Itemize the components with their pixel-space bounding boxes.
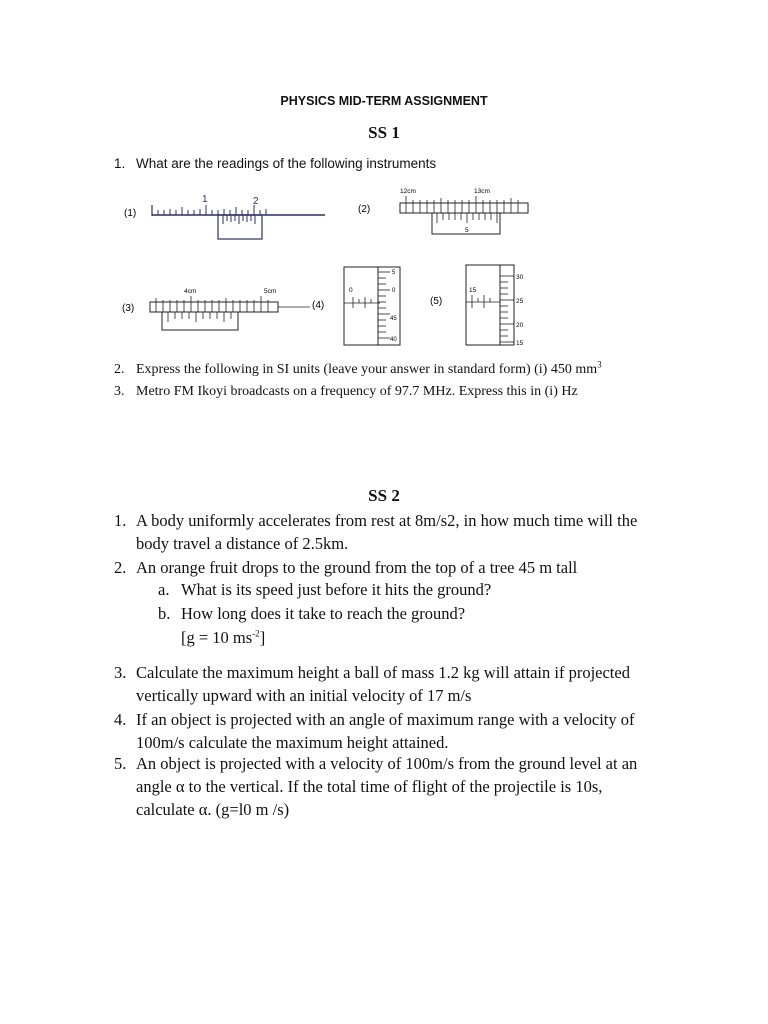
- gravity-bracket: ]: [259, 628, 266, 647]
- instrument-5-micrometer: [430, 265, 524, 347]
- ss1-question-2: [114, 359, 602, 378]
- instrument-5-sleeve-15: 15: [469, 287, 477, 294]
- instrument-figures: [110, 180, 550, 350]
- question-number: 4.: [114, 710, 127, 729]
- ss1-question-3: [114, 384, 578, 400]
- instrument-2-label: (2): [358, 204, 371, 215]
- gravity-note: [181, 628, 265, 648]
- gravity-text: [g = 10 ms: [181, 628, 253, 647]
- question-text: [136, 708, 686, 754]
- ss2-question-2b: [158, 604, 465, 624]
- question-line: angle α to the vertical. If the total time of flight of the projectile is 10s,: [136, 777, 603, 796]
- instrument-1-label: (1): [124, 208, 137, 219]
- page-title: PHYSICS MID-TERM ASSIGNMENT: [280, 94, 488, 108]
- question-line: body travel a distance of 2.5km.: [136, 534, 349, 553]
- question-number: 5.: [114, 754, 127, 773]
- instrument-2-tick-12cm: 12cm: [400, 188, 416, 195]
- question-text: [136, 661, 686, 707]
- instrument-5-thimble-25: 25: [516, 298, 524, 305]
- subquestion-letter: a.: [158, 580, 170, 599]
- question-number: 2.: [114, 558, 127, 577]
- question-text: [136, 509, 686, 555]
- question-line: An object is projected with a velocity of 100m/s from the ground level at an: [136, 754, 638, 773]
- question-line: 100m/s calculate the maximum height attained.: [136, 733, 449, 752]
- question-number: 3.: [114, 384, 125, 399]
- instrument-5-thimble-30: 30: [516, 274, 524, 281]
- gravity-exponent: -2: [252, 628, 260, 639]
- instrument-1-tick-1: 1: [202, 194, 208, 205]
- instrument-5-thimble-15: 15: [516, 340, 524, 347]
- question-line: vertically upward with an initial velocity of 17 m/s: [136, 686, 472, 705]
- instrument-1-vernier: [124, 194, 325, 239]
- instrument-4-sleeve-0: 0: [349, 287, 353, 294]
- instrument-3-vernier: [122, 288, 310, 330]
- question-number: 1.: [114, 156, 126, 171]
- instrument-4-micrometer: [312, 267, 400, 345]
- question-number: 2.: [114, 362, 125, 377]
- instrument-3-label: (3): [122, 303, 135, 314]
- subquestion-text: What is its speed just before it hits the ground?: [181, 580, 492, 599]
- instrument-4-label: (4): [312, 300, 325, 311]
- ss1-question-1: [114, 156, 436, 171]
- instrument-4-thimble-40: 40: [390, 337, 397, 343]
- superscript-3: 3: [597, 359, 602, 370]
- question-number: 3.: [114, 663, 127, 682]
- question-line: Calculate the maximum height a ball of mass 1.2 kg will attain if projected: [136, 663, 630, 682]
- instrument-4-thimble-0: 0: [392, 288, 396, 294]
- subquestion-text: How long does it take to reach the ground?: [181, 604, 466, 623]
- ss2-question-2a: [158, 580, 491, 600]
- instrument-3-tick-4cm: 4cm: [184, 288, 197, 295]
- instrument-1-tick-2: 2: [253, 196, 259, 207]
- question-text: [136, 752, 686, 821]
- question-text: Express the following in SI units (leave your answer in standard form) (i) 450 mm: [136, 362, 598, 377]
- instrument-2-vernier-5: 5: [465, 227, 469, 234]
- instrument-2-tick-13cm: 13cm: [474, 188, 490, 195]
- instrument-4-thimble-45: 45: [390, 316, 397, 322]
- instrument-4-thimble-5: 5: [392, 270, 396, 276]
- question-text: An orange fruit drops to the ground from the top of a tree 45 m tall: [136, 558, 578, 577]
- ss2-heading: SS 2: [368, 486, 400, 505]
- question-line: If an object is projected with an angle of maximum range with a velocity of: [136, 710, 635, 729]
- question-text: Metro FM Ikoyi broadcasts on a frequency of 97.7 MHz. Express this in (i) Hz: [136, 384, 578, 399]
- instrument-3-tick-5cm: 5cm: [264, 288, 277, 295]
- question-text: What are the readings of the following instruments: [136, 156, 437, 171]
- instrument-5-label: (5): [430, 296, 443, 307]
- instrument-5-thimble-20: 20: [516, 322, 524, 329]
- question-line: A body uniformly accelerates from rest at 8m/s2, in how much time will the: [136, 511, 638, 530]
- question-line: calculate α. (g=l0 m /s): [136, 800, 290, 819]
- ss1-heading: SS 1: [368, 123, 400, 142]
- subquestion-letter: b.: [158, 604, 171, 623]
- question-number: 1.: [114, 511, 127, 530]
- instrument-2-vernier: [358, 188, 528, 234]
